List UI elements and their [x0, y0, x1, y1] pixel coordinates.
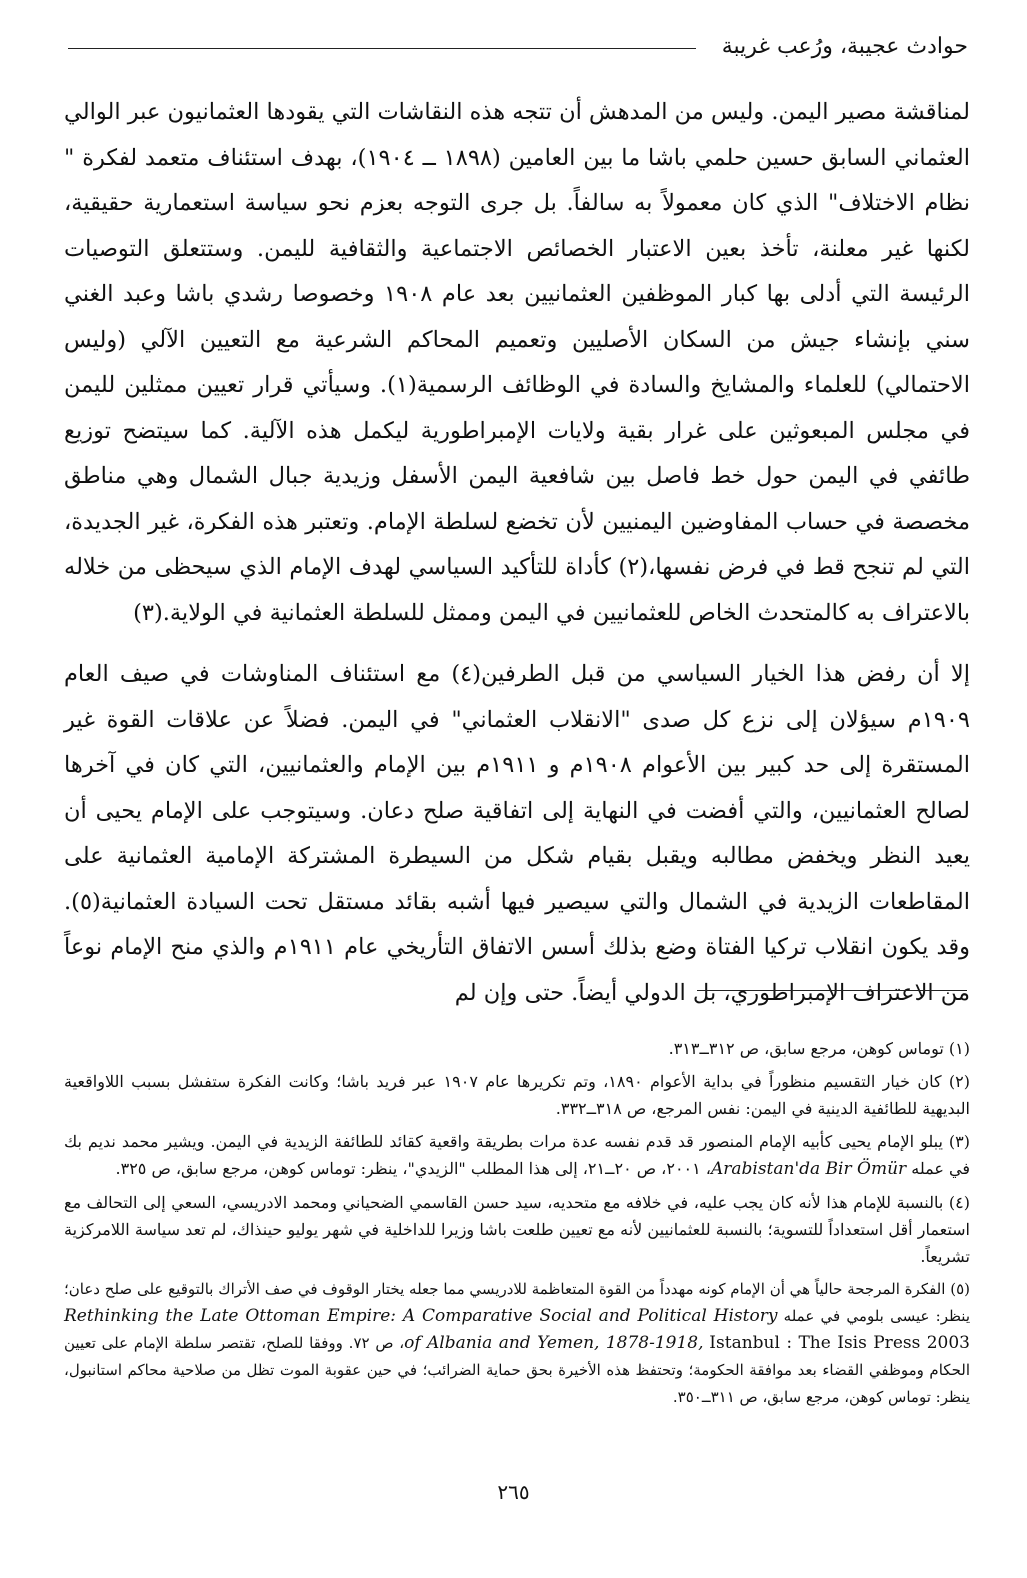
- footnote-5-publisher: Istanbul : The Isis Press 2003: [709, 1333, 970, 1353]
- footnote-3: [64, 1128, 970, 1183]
- footnote-1: (١) توماس كوهن، مرجع سابق، ص ٣١٢ــ٣١٣.: [668, 1039, 970, 1058]
- footnote-3-latin-title: Arabistan'da Bir Ömür: [710, 1159, 907, 1179]
- footnote-4: (٤) بالنسبة للإمام هذا لأنه كان يجب عليه، في خلافه مع متحديه، سيد حسن القاسمي الضحياني ومحمد الادريسي، السعي إلى التحالف مع استعمار أقل استعداداً للتسوية؛ بالنسبة للعثمانيين لأنه مع تعيين طلعت باشا وزيرا للداخلية في شهر يوليو حينذاك، لم تعد سياسة اللامركزية تشريعاً.: [64, 1193, 970, 1266]
- footnote-separator: [697, 990, 967, 991]
- body-paragraph-1: لمناقشة مصير اليمن. وليس من المدهش أن تتجه هذه النقاشات التي يقودها العثمانيون عبر الوالي العثماني السابق حسين حلمي باشا ما بين العامين (١٨٩٨ ــ ١٩٠٤)، بهدف استئناف متعمد لفكرة " نظام الاختلاف" الذي كان معمولاً به سالفاً. بل جرى التوجه بعزم نحو سياسة استعمارية حقيقية، لكنها غير معلنة، تأخذ بعين الاعتبار الخصائص الاجتماعية والثقافية لليمن. وستتعلق التوصيات الرئيسة التي أدلى بها كبار الموظفين العثمانيين بعد عام ١٩٠٨ وخصوصا رشدي باشا وعبد الغني سني بإنشاء جيش من السكان الأصليين وتعميم المحاكم الشرعية مع التعيين الآلي (وليس الاحتمالي) للعلماء والمشايخ والسادة في الوظائف الرسمية(١). وسيأتي قرار تعيين ممثلين لليمن في مجلس المبعوثين على غرار بقية ولايات الإمبراطورية ليكمل هذه الآلية. كما سيتضح توزيع طائفي في اليمن حول خط فاصل بين شافعية اليمن الأسفل وزيدية جبال الشمال وهي مناطق مخصصة في حساب المفاوضين اليمنيين لأن تخضع لسلطة الإمام. وتعتبر هذه الفكرة، غير الجديدة، التي لم تنجح قط في فرض نفسها،(٢) كأداة للتأكيد السياسي لهدف الإمام الذي سيحظى من خلاله بالاعتراف به كالمتحدث الخاص للعثمانيين في اليمن وممثل للسلطة العثمانية في الولاية.(٣): [64, 99, 971, 626]
- header-title: حوادث عجيبة، ورُعب غريبة: [721, 34, 968, 59]
- footnote-5-text: (٥) الفكرة المرجحة حالياً هي أن الإمام كونه مهدداً من القوة المتعاظمة للادريسي مما جعله يختار الوقوف في صف الأتراك بالتوقيع على صلح دعان؛ ينظر: عيسى بلومي في عمله: [64, 1280, 970, 1325]
- body-paragraph-2: إلا أن رفض هذا الخيار السياسي من قبل الطرفين(٤) مع استئناف المناوشات في صيف العام ١٩٠٩م سيؤلان إلى نزع كل صدى "الانقلاب العثماني" في اليمن. فضلاً عن علاقات القوة غير المستقرة إلى حد كبير بين الأعوام ١٩٠٨م و ١٩١١م بين الإمام والعثمانيين، التي كان في آخرها لصالح العثمانيين، والتي أفضت في النهاية إلى اتفاقية صلح دعان. وسيتوجب على الإمام يحيى أن يعيد النظر ويخفض مطالبه ويقبل بقيام شكل من السيطرة المشتركة الإمامية العثمانية على المقاطعات الزيدية في الشمال والتي سيصير فيها أشبه بقائد مستقل تحت السيادة العثمانية(٥). وقد يكون انقلاب تركيا الفتاة وضع بذلك أسس الاتفاق التأريخي عام ١٩١١م والذي منح الإمام نوعاً من الاعتراف الإمبراطوري، بل الدولي أيضاً. حتى وإن لم: [64, 661, 971, 1006]
- footnote-5-latin-title: Rethinking the Late Ottoman Empire: A Comparative Social and Political History of Albania and Yemen, 1878-1918,: [64, 1306, 778, 1353]
- page-number: ٢٦٥: [497, 1480, 530, 1504]
- header-rule: [68, 48, 696, 49]
- footnote-5-text-end: ، ص ٧٢. ووفقا للصلح، تقتصر سلطة الإمام على تعيين الحكام وموظفي القضاء بعد موافقة الحكومة؛ وتحتفظ هذه الأخيرة بحق حماية الضرائب؛ في حين عقوبة الموت تظل من صلاحية محاكم استانبول، ينظر: توماس كوهن، مرجع سابق، ص ٣١١ــ٣٥٠.: [64, 1334, 970, 1406]
- footnotes: [64, 1035, 970, 1417]
- footnote-3-text-end: ، ٢٠٠١، ص ٢٠ــ٢١، إلى هذا المطلب "الزيدي"، ينظر: توماس كوهن، مرجع سابق، ص ٣٢٥.: [115, 1159, 711, 1178]
- running-header: [68, 32, 968, 62]
- footnote-3-text: (٣) يبلو الإمام يحيى كأبيه الإمام المنصور قد قدم نفسه عدة مرات بطريقة واقعية كقائد للطائفة الزيدية في اليمن. ويشير محمد نديم بك في عمله: [64, 1132, 970, 1178]
- footnote-2: (٢) كان خيار التقسيم منظوراً في بداية الأعوام ١٨٩٠، وتم تكريرها عام ١٩٠٧ عبر فريد باشا؛ وكانت الفكرة ستفشل بسبب اللاواقعية البديهية للطائفية الدينية في اليمن: نفس المرجع، ص ٣١٨ــ٣٣٢.: [64, 1072, 970, 1118]
- footnote-5: [64, 1276, 970, 1411]
- main-text: [64, 90, 970, 1016]
